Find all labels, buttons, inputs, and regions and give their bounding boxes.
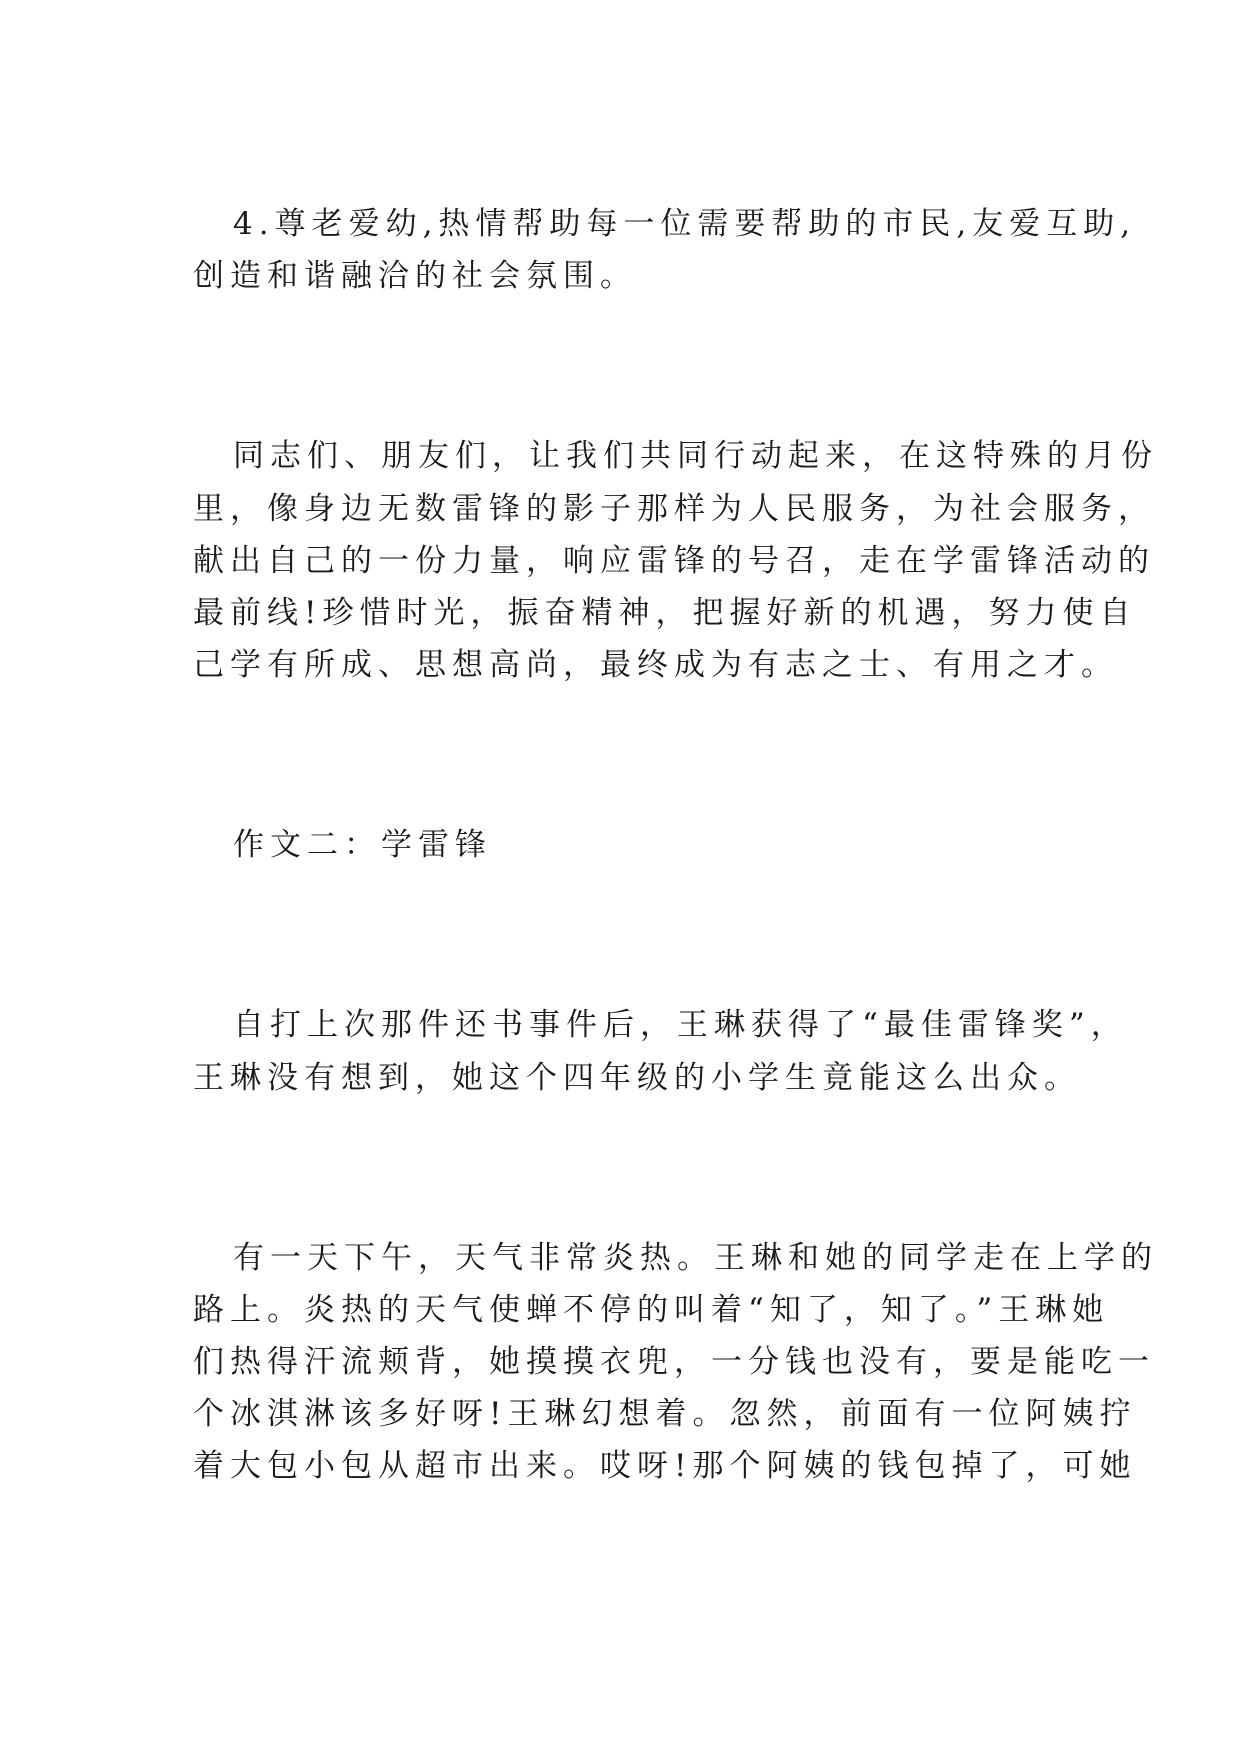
paragraph-2-line-3: 献出自己的一份力量，响应雷锋的号召，走在学雷锋活动的: [193, 543, 1155, 579]
paragraph-2-line-5: 己学有所成、思想高尚，最终成为有志之士、有用之才。: [193, 647, 1118, 683]
essay-heading: 作文二：学雷锋: [233, 827, 492, 863]
paragraph-5-line-2: 路上。炎热的天气使蝉不停的叫着“知了，知了。”王琳她: [193, 1292, 1110, 1328]
paragraph-5-line-1: 有一天下午，天气非常炎热。王琳和她的同学走在上学的: [233, 1240, 1158, 1276]
paragraph-4-line-2: 王琳没有想到，她这个四年级的小学生竟能这么出众。: [193, 1060, 1081, 1096]
paragraph-2-line-2: 里，像身边无数雷锋的影子那样为人民服务，为社会服务，: [193, 491, 1155, 527]
paragraph-4-line-1: 自打上次那件还书事件后，王琳获得了“最佳雷锋奖”，: [233, 1007, 1128, 1043]
paragraph-2-line-1: 同志们、朋友们，让我们共同行动起来，在这特殊的月份: [233, 438, 1158, 474]
paragraph-5-line-3: 们热得汗流颊背，她摸摸衣兜，一分钱也没有，要是能吃一: [193, 1344, 1155, 1380]
paragraph-5-line-4: 个冰淇淋该多好呀!王琳幻想着。忽然，前面有一位阿姨拧: [193, 1396, 1137, 1432]
paragraph-1-line-1: 4.尊老爱幼,热情帮助每一位需要帮助的市民,友爱互助,: [233, 206, 1137, 242]
paragraph-1-line-2: 创造和谐融洽的社会氛围。: [193, 258, 637, 294]
paragraph-2-line-4: 最前线!珍惜时光，振奋精神，把握好新的机遇，努力使自: [193, 595, 1137, 631]
paragraph-5-line-5: 着大包小包从超市出来。哎呀!那个阿姨的钱包掉了，可她: [193, 1448, 1137, 1484]
